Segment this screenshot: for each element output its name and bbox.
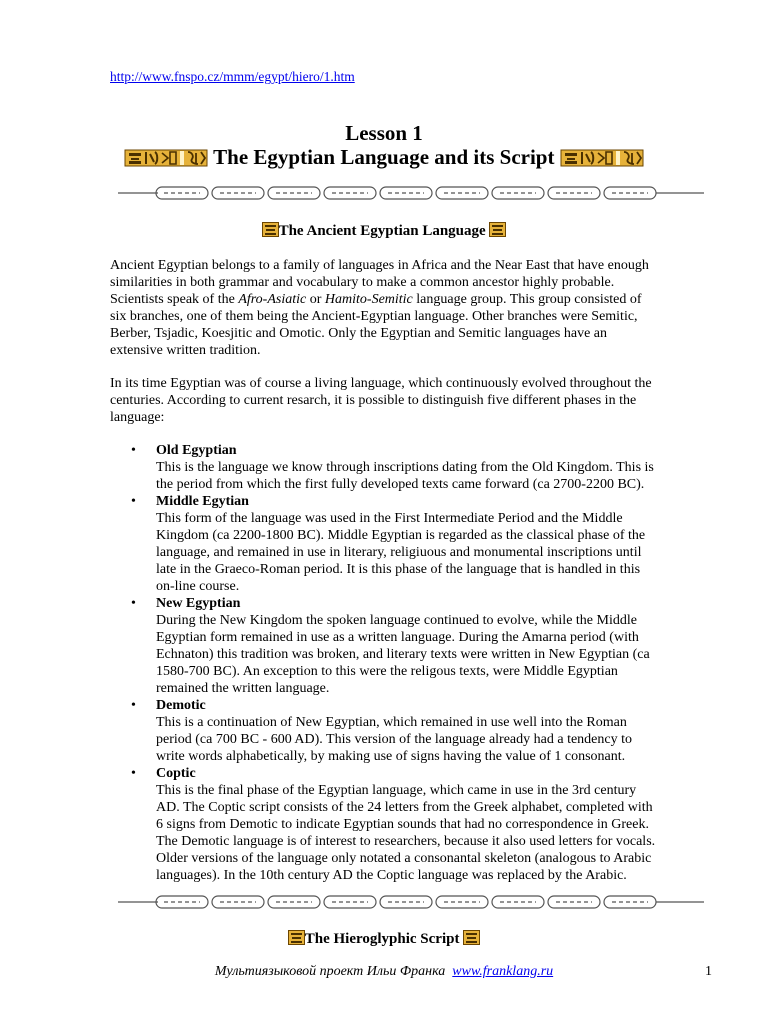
text-line: the period from which the first fully developed texts came forward (ca 2700-2200 BC). xyxy=(156,477,645,492)
page-footer xyxy=(0,964,768,980)
section-heading-hieroglyphic-script xyxy=(0,930,768,948)
text-fragment: language group. This group consisted of xyxy=(412,292,642,307)
text-line: This is the language we know through inscriptions dating from the Old Kingdom. This is xyxy=(156,460,654,475)
page-number: 1 xyxy=(705,964,712,979)
list-item xyxy=(110,442,710,493)
bullet-icon: • xyxy=(131,596,136,611)
text-line: period (ca 700 BC - 600 AD). This version of the language already had a tendency to xyxy=(156,732,632,747)
lesson-title: The Egyptian Language and its Script xyxy=(213,145,555,169)
bullet-icon: • xyxy=(131,443,136,458)
text-line: During the New Kingdom the spoken language continued to evolve, while the Middle xyxy=(156,613,637,628)
phase-name: Middle Egytian xyxy=(156,494,249,509)
text-line: Berber, Tsjadic, Koesjitic and Omotic. Only the Egyptian and Semitic languages have an xyxy=(110,326,608,341)
text-line: In its time Egyptian was of course a living language, which continuously evolved throughout the xyxy=(110,376,652,391)
hieroglyph-small-icon xyxy=(463,930,480,945)
section-heading-text: The Ancient Egyptian Language xyxy=(278,223,486,239)
phases-list xyxy=(110,442,710,884)
paragraph-phases-intro xyxy=(110,375,710,426)
hieroglyph-band-right-icon xyxy=(560,149,644,167)
text-line: centuries. According to current resarch, it is possible to distinguish five different phases in the xyxy=(110,393,637,408)
term-afro-asiatic: Afro-Asiatic xyxy=(238,292,307,307)
text-line: 1580-700 BC). An exception to this were the religous texts, were Middle Egyptian xyxy=(156,664,618,679)
text-line: remained the written language. xyxy=(156,681,330,696)
text-line: language: xyxy=(110,410,165,425)
text-line: Ancient Egyptian belongs to a family of languages in Africa and the Near East that have enough xyxy=(110,258,649,273)
text-line: Echnaton) this tradition was broken, and literary texts were written in New Egyptian (ca xyxy=(156,647,650,662)
bullet-icon: • xyxy=(131,494,136,509)
text-line: The Demotic language is of interest to researchers, because it also used letters for vocals. xyxy=(156,834,656,849)
franklang-link[interactable]: www.franklang.ru xyxy=(452,964,554,979)
source-url-link[interactable]: http://www.fnspo.cz/mmm/egypt/hiero/1.htm xyxy=(110,69,355,84)
phase-name: Old Egyptian xyxy=(156,443,237,458)
bullet-icon: • xyxy=(131,698,136,713)
text-line: AD. The Coptic script consists of the 24 letters from the Greek alphabet, completed with xyxy=(156,800,653,815)
chain-divider-bottom xyxy=(116,894,706,910)
text-line: Kingdom (ca 2200-1800 BC). Middle Egyptian is regarded as the classical phase of the xyxy=(156,528,646,543)
list-item xyxy=(110,697,710,765)
text-line: This form of the language was used in the First Intermediate Period and the Middle xyxy=(156,511,623,526)
hieroglyph-band-left-icon xyxy=(124,149,208,167)
text-fragment: or xyxy=(306,292,325,307)
text-line: Older versions of the language only notated a consonantal skeleton (analogous to Arabic xyxy=(156,851,652,866)
text-line: on-line course. xyxy=(156,579,240,594)
list-item xyxy=(110,493,710,595)
hieroglyph-small-icon xyxy=(288,930,305,945)
list-item xyxy=(110,595,710,697)
hieroglyph-small-icon xyxy=(489,222,506,237)
section-heading-text: The Hieroglyphic Script xyxy=(304,931,460,947)
footer-project-text: Мультиязыковой проект Ильи Франка xyxy=(214,964,446,979)
text-line: language, and remained in use in literary, religiuous and monumental inscriptions until xyxy=(156,545,642,560)
section-heading-ancient-language xyxy=(0,222,768,240)
text-line: Scientists speak of the xyxy=(110,292,239,307)
list-item xyxy=(110,765,710,884)
text-line: extensive written tradition. xyxy=(110,343,261,358)
text-line: This is the final phase of the Egyptian language, which came in use in the 3rd century xyxy=(156,783,637,798)
text-line: languages). In the 10th century AD the Coptic language was replaced by the Arabic. xyxy=(156,868,627,883)
bullet-icon: • xyxy=(131,766,136,781)
text-line: This is a continuation of New Egyptian, which remained in use well into the Roman xyxy=(156,715,627,730)
hieroglyph-small-icon xyxy=(262,222,279,237)
text-line: late in the Graeco-Roman period. It is this phase of the language that is handled in this xyxy=(156,562,641,577)
text-line: six branches, one of them being the Ancient-Egyptian language. Other branches were Semitic, xyxy=(110,309,638,324)
term-hamito-semitic: Hamito-Semitic xyxy=(324,292,413,307)
lesson-title-row xyxy=(0,145,768,170)
phase-name: Coptic xyxy=(156,766,196,781)
paragraph-afro-asiatic xyxy=(110,257,710,359)
chain-divider-top xyxy=(116,185,706,201)
text-line: similarities in both grammar and vocabulary to make a common ancestor highly probable. xyxy=(110,275,615,290)
phase-name: New Egyptian xyxy=(156,596,241,611)
text-line: 6 signs from Demotic to indicate Egyptian sounds that had no correspondence in Greek. xyxy=(156,817,649,832)
text-line: Egyptian form remained in use as a written language. During the Amarna period (with xyxy=(156,630,639,645)
lesson-number: Lesson 1 xyxy=(345,121,423,145)
phase-name: Demotic xyxy=(156,698,206,713)
text-line: write words alphabetically, by making use of signs having the value of 1 consonant. xyxy=(156,749,626,764)
